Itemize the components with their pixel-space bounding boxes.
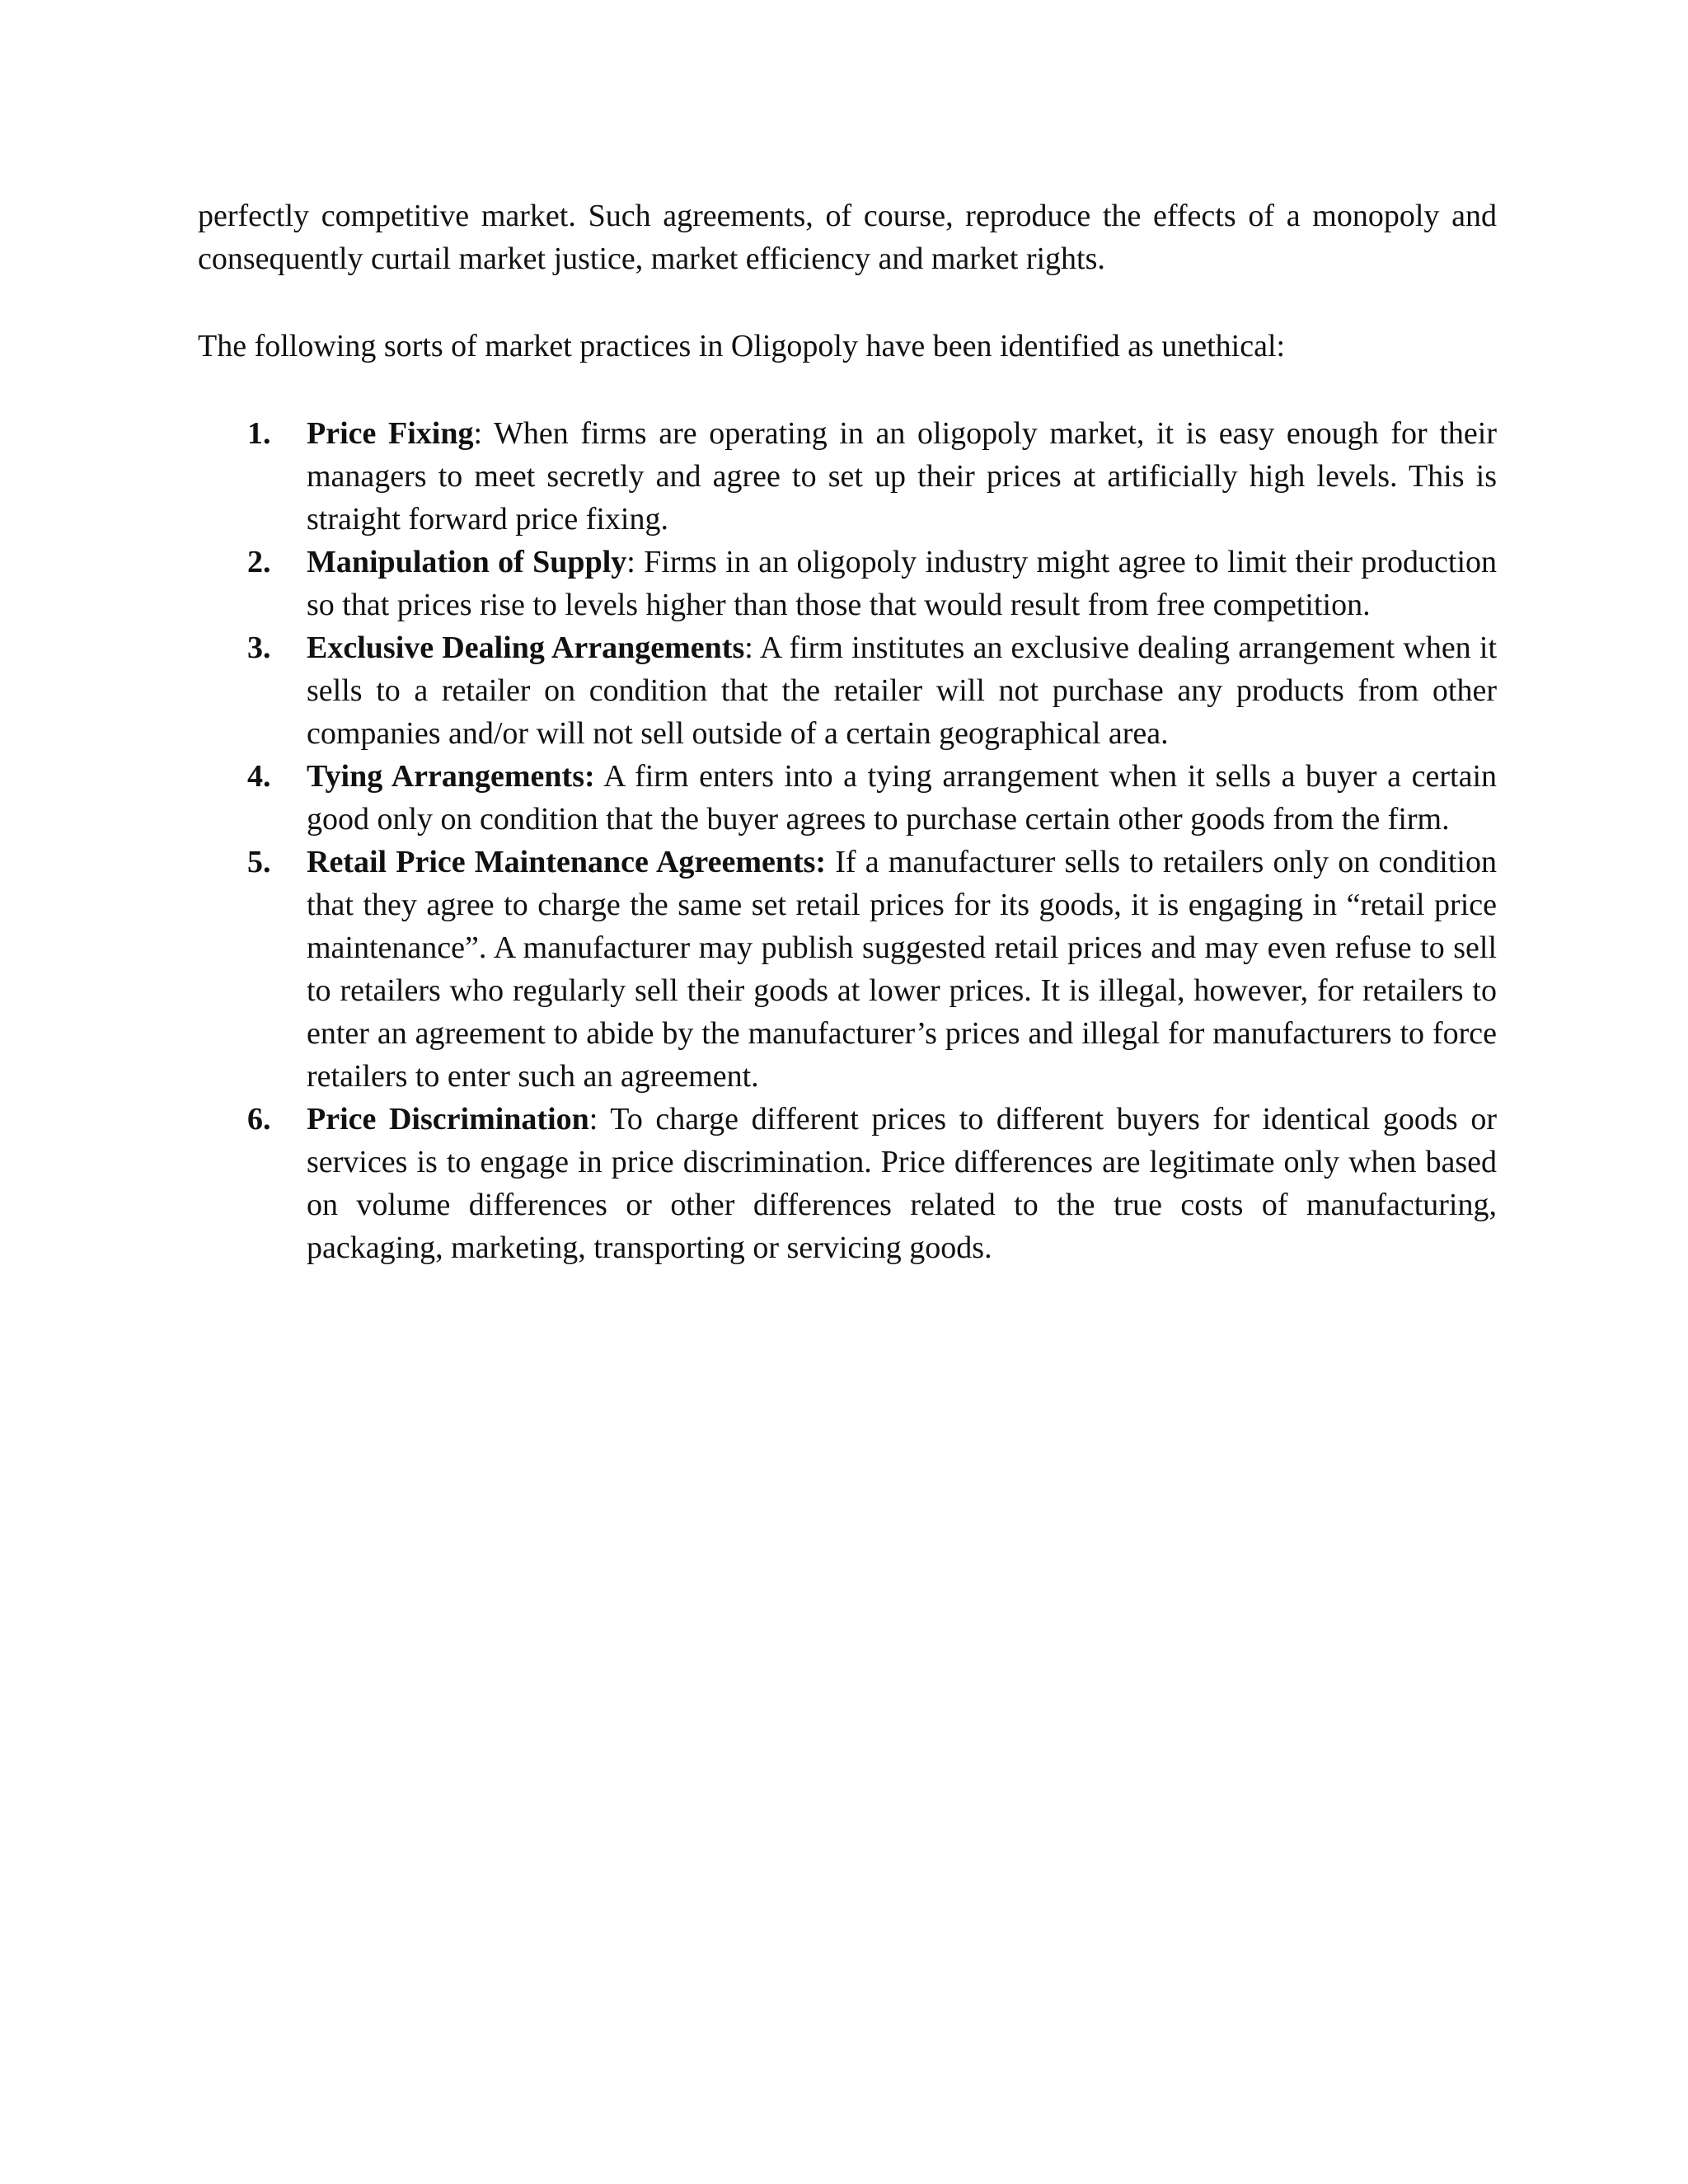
list-item-number: 3. (247, 630, 271, 665)
list-item-number: 4. (247, 759, 271, 794)
list-item-term: Exclusive Dealing Arrangements (307, 630, 745, 665)
list-item-retail-price-maintenance (198, 841, 1497, 1098)
list-item-text: To charge different prices to different buyers for identical goods or services is to engage in price discrimination. Price differences are legitimate only when based on volume differences or other differences related to the true costs of manufacturing, packaging, marketing, transporting or servicing goods. (307, 1102, 1497, 1265)
list-item-number: 6. (247, 1102, 271, 1137)
list-item-price-discrimination (198, 1098, 1497, 1269)
list-item-price-fixing (198, 412, 1497, 541)
list-item-text: Firms in an oligopoly industry might agree to limit their production so that prices rise to levels higher than those that would result from free competition. (307, 545, 1498, 622)
list-item-separator: : (744, 630, 753, 665)
list-item-manipulation-of-supply (198, 541, 1497, 626)
list-item-text: A firm enters into a tying arrangement when it sells a buyer a certain good only on condition that the buyer agrees to purchase certain other goods from the firm. (307, 759, 1498, 837)
list-intro-paragraph: The following sorts of market practices in Oligopoly have been identified as unethical: (198, 329, 1286, 363)
list-item-separator: : (588, 1102, 598, 1137)
list-item-number: 1. (247, 416, 271, 451)
list-item-term: Manipulation of Supply (307, 545, 627, 579)
unethical-practices-list (198, 412, 1497, 1269)
list-item-separator: : (626, 545, 635, 579)
list-item-text: If a manufacturer sells to retailers only on condition that they agree to charge the same set retail prices for its goods, it is engaging in “retail price maintenance”. A manufacturer may publish suggested retail prices and may even refuse to sell to retailers who regularly sell their goods at lower prices. It is illegal, however, for retailers to enter an agreement to abide by the manufacturer’s prices and illegal for manufacturers to force retailers to enter such an agreement. (307, 845, 1497, 1094)
list-item-separator: : (473, 416, 483, 451)
list-item-number: 5. (247, 845, 271, 879)
list-item-term: Tying Arrangements: (307, 759, 595, 794)
list-item-tying-arrangements (198, 755, 1497, 841)
list-item-number: 2. (247, 545, 271, 579)
list-item-term: Price Discrimination (307, 1102, 589, 1137)
list-item-text: A firm institutes an exclusive dealing arrangement when it sells to a retailer on condition that the retailer will not purchase any products from other companies and/or will not sell outside of a certain geographical area. (307, 630, 1497, 751)
intro-paragraph: perfectly competitive market. Such agreements, of course, reproduce the effects of a monopoly and consequently curtail market justice, market efficiency and market rights. (198, 199, 1497, 276)
list-item-term: Retail Price Maintenance Agreements: (307, 845, 827, 879)
document-page (198, 194, 1497, 1269)
list-item-exclusive-dealing (198, 626, 1497, 755)
list-item-term: Price Fixing (307, 416, 474, 451)
list-item-text: When firms are operating in an oligopoly market, it is easy enough for their managers to meet secretly and agree to set up their prices at artificially high levels. This is straight forward price fixing. (307, 416, 1497, 537)
